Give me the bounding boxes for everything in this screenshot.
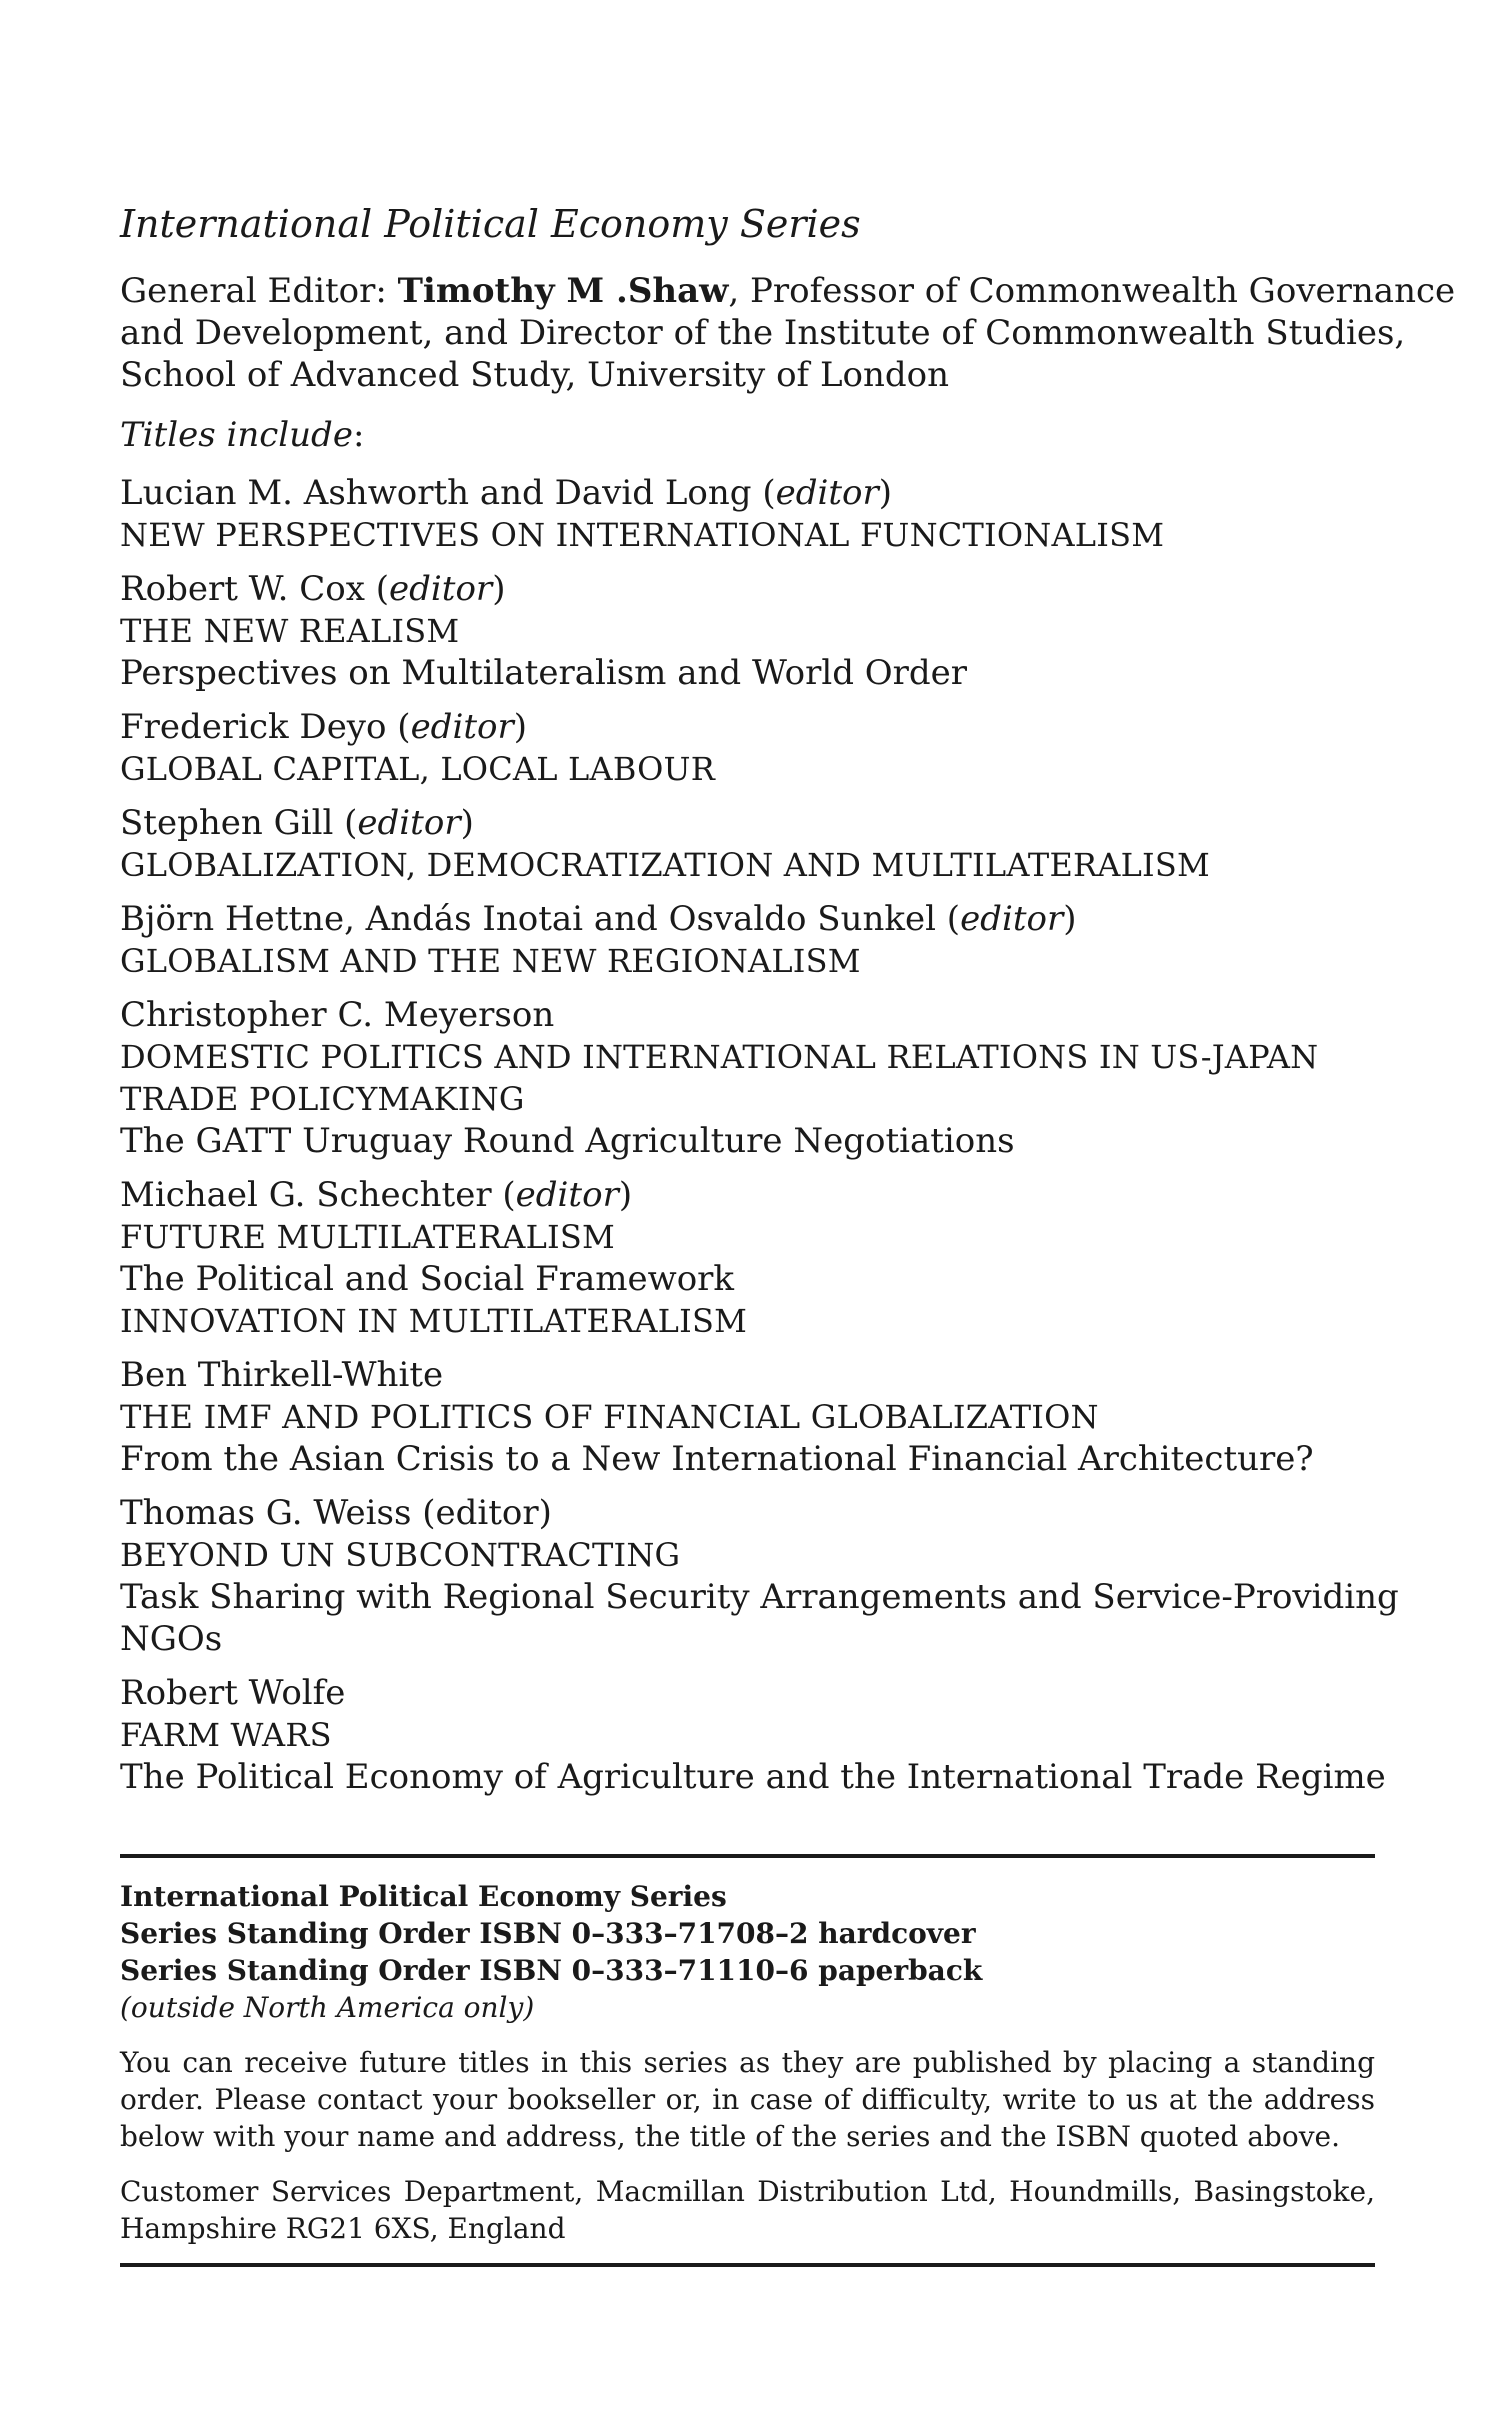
book-title: DOMESTIC POLITICS AND INTERNATIONAL RELATIONS IN US-JAPAN: [120, 1038, 1319, 1076]
series-title: International Political Economy Series: [120, 202, 861, 246]
book-subtitle: NGOs: [120, 1619, 223, 1659]
book-title: TRADE POLICYMAKING: [120, 1080, 525, 1118]
title-author: Christopher C. Meyerson: [120, 995, 555, 1035]
general-editor-block: [120, 270, 1456, 396]
title-entry: [120, 568, 1375, 694]
title-author: Robert Wolfe: [120, 1673, 346, 1713]
title-author: Thomas G. Weiss (editor): [120, 1493, 552, 1533]
title-author: Michael G. Schechter (editor): [120, 1175, 633, 1215]
editor-role-line2: and Development, and Director of the Institute of Commonwealth Studies,: [120, 313, 1406, 353]
editor-role-line1: , Professor of Commonwealth Governance: [728, 271, 1456, 311]
book-title: THE IMF AND POLITICS OF FINANCIAL GLOBALIZATION: [120, 1398, 1099, 1436]
title-author: Björn Hettne, Andás Inotai and Osvaldo Sunkel (editor): [120, 899, 1077, 939]
title-entry: [120, 1174, 1375, 1342]
book-title: NEW PERSPECTIVES ON INTERNATIONAL FUNCTIONALISM: [120, 516, 1165, 554]
author-role: editor: [960, 899, 1064, 939]
isbn-hardcover: Series Standing Order ISBN 0–333–71708–2 hardcover: [120, 1917, 976, 1950]
editor-role-line3: School of Advanced Study, University of London: [120, 355, 950, 395]
title-entry: [120, 706, 1375, 790]
title-author: Robert W. Cox (editor): [120, 569, 506, 609]
book-title: BEYOND UN SUBCONTRACTING: [120, 1536, 681, 1574]
book-title: FUTURE MULTILATERALISM: [120, 1218, 615, 1256]
author-role: editor: [410, 707, 514, 747]
title-entry: [120, 1492, 1399, 1660]
author-role: editor: [515, 1175, 619, 1215]
title-entry: [120, 994, 1375, 1162]
book-subtitle: Perspectives on Multilateralism and World Order: [120, 653, 968, 693]
footer-series-name: International Political Economy Series: [120, 1880, 727, 1913]
book-subtitle: Task Sharing with Regional Security Arrangements and Service-Providing: [120, 1577, 1399, 1617]
book-subtitle: From the Asian Crisis to a New International Financial Architecture?: [120, 1439, 1314, 1479]
titles-list: [120, 472, 1399, 1798]
standing-order-footer: [120, 1854, 1375, 2267]
title-author: Stephen Gill (editor): [120, 803, 474, 843]
book-title: THE NEW REALISM: [120, 612, 460, 650]
book-subtitle: The Political and Social Framework: [120, 1259, 735, 1299]
book-title: FARM WARS: [120, 1716, 332, 1754]
title-author: Lucian M. Ashworth and David Long (editor): [120, 473, 893, 513]
title-author: Frederick Deyo (editor): [120, 707, 527, 747]
title-entry: [120, 472, 1375, 556]
author-role: editor: [389, 569, 493, 609]
title-entry: [120, 898, 1375, 982]
title-author: Ben Thirkell-White: [120, 1355, 444, 1395]
series-page: [120, 200, 1456, 1810]
book-title: GLOBAL CAPITAL, LOCAL LABOUR: [120, 750, 716, 788]
editor-name: Timothy M .Shaw: [397, 271, 729, 311]
title-entry: [120, 802, 1375, 886]
titles-include-label: Titles include:: [120, 415, 365, 455]
isbn-paperback: Series Standing Order ISBN 0–333–71110–6 paperback: [120, 1954, 983, 1987]
author-role: editor: [357, 803, 461, 843]
book-title: GLOBALISM AND THE NEW REGIONALISM: [120, 942, 861, 980]
book-title: GLOBALIZATION, DEMOCRATIZATION AND MULTILATERALISM: [120, 846, 1210, 884]
author-role: editor: [775, 473, 879, 513]
book-title: INNOVATION IN MULTILATERALISM: [120, 1302, 748, 1340]
title-entry: [120, 1354, 1375, 1480]
editor-prefix: General Editor:: [120, 271, 398, 311]
book-subtitle: The Political Economy of Agriculture and the International Trade Regime: [120, 1757, 1386, 1797]
distributor-address: Customer Services Department, Macmillan Distribution Ltd, Houndmills, Basingstoke, Hampshire RG21 6XS, England: [120, 2175, 1375, 2245]
region-note: (outside North America only): [120, 1991, 535, 2024]
title-entry: [120, 1672, 1386, 1798]
book-subtitle: The GATT Uruguay Round Agriculture Negotiations: [120, 1121, 1015, 1161]
bottom-rule: [120, 2263, 1375, 2267]
standing-order-paragraph: You can receive future titles in this series as they are published by placing a standing order. Please contact your bookseller or, in case of difficulty, write to us at the address below with your name and address, the title of the series and the ISBN quoted above.: [120, 2046, 1375, 2153]
